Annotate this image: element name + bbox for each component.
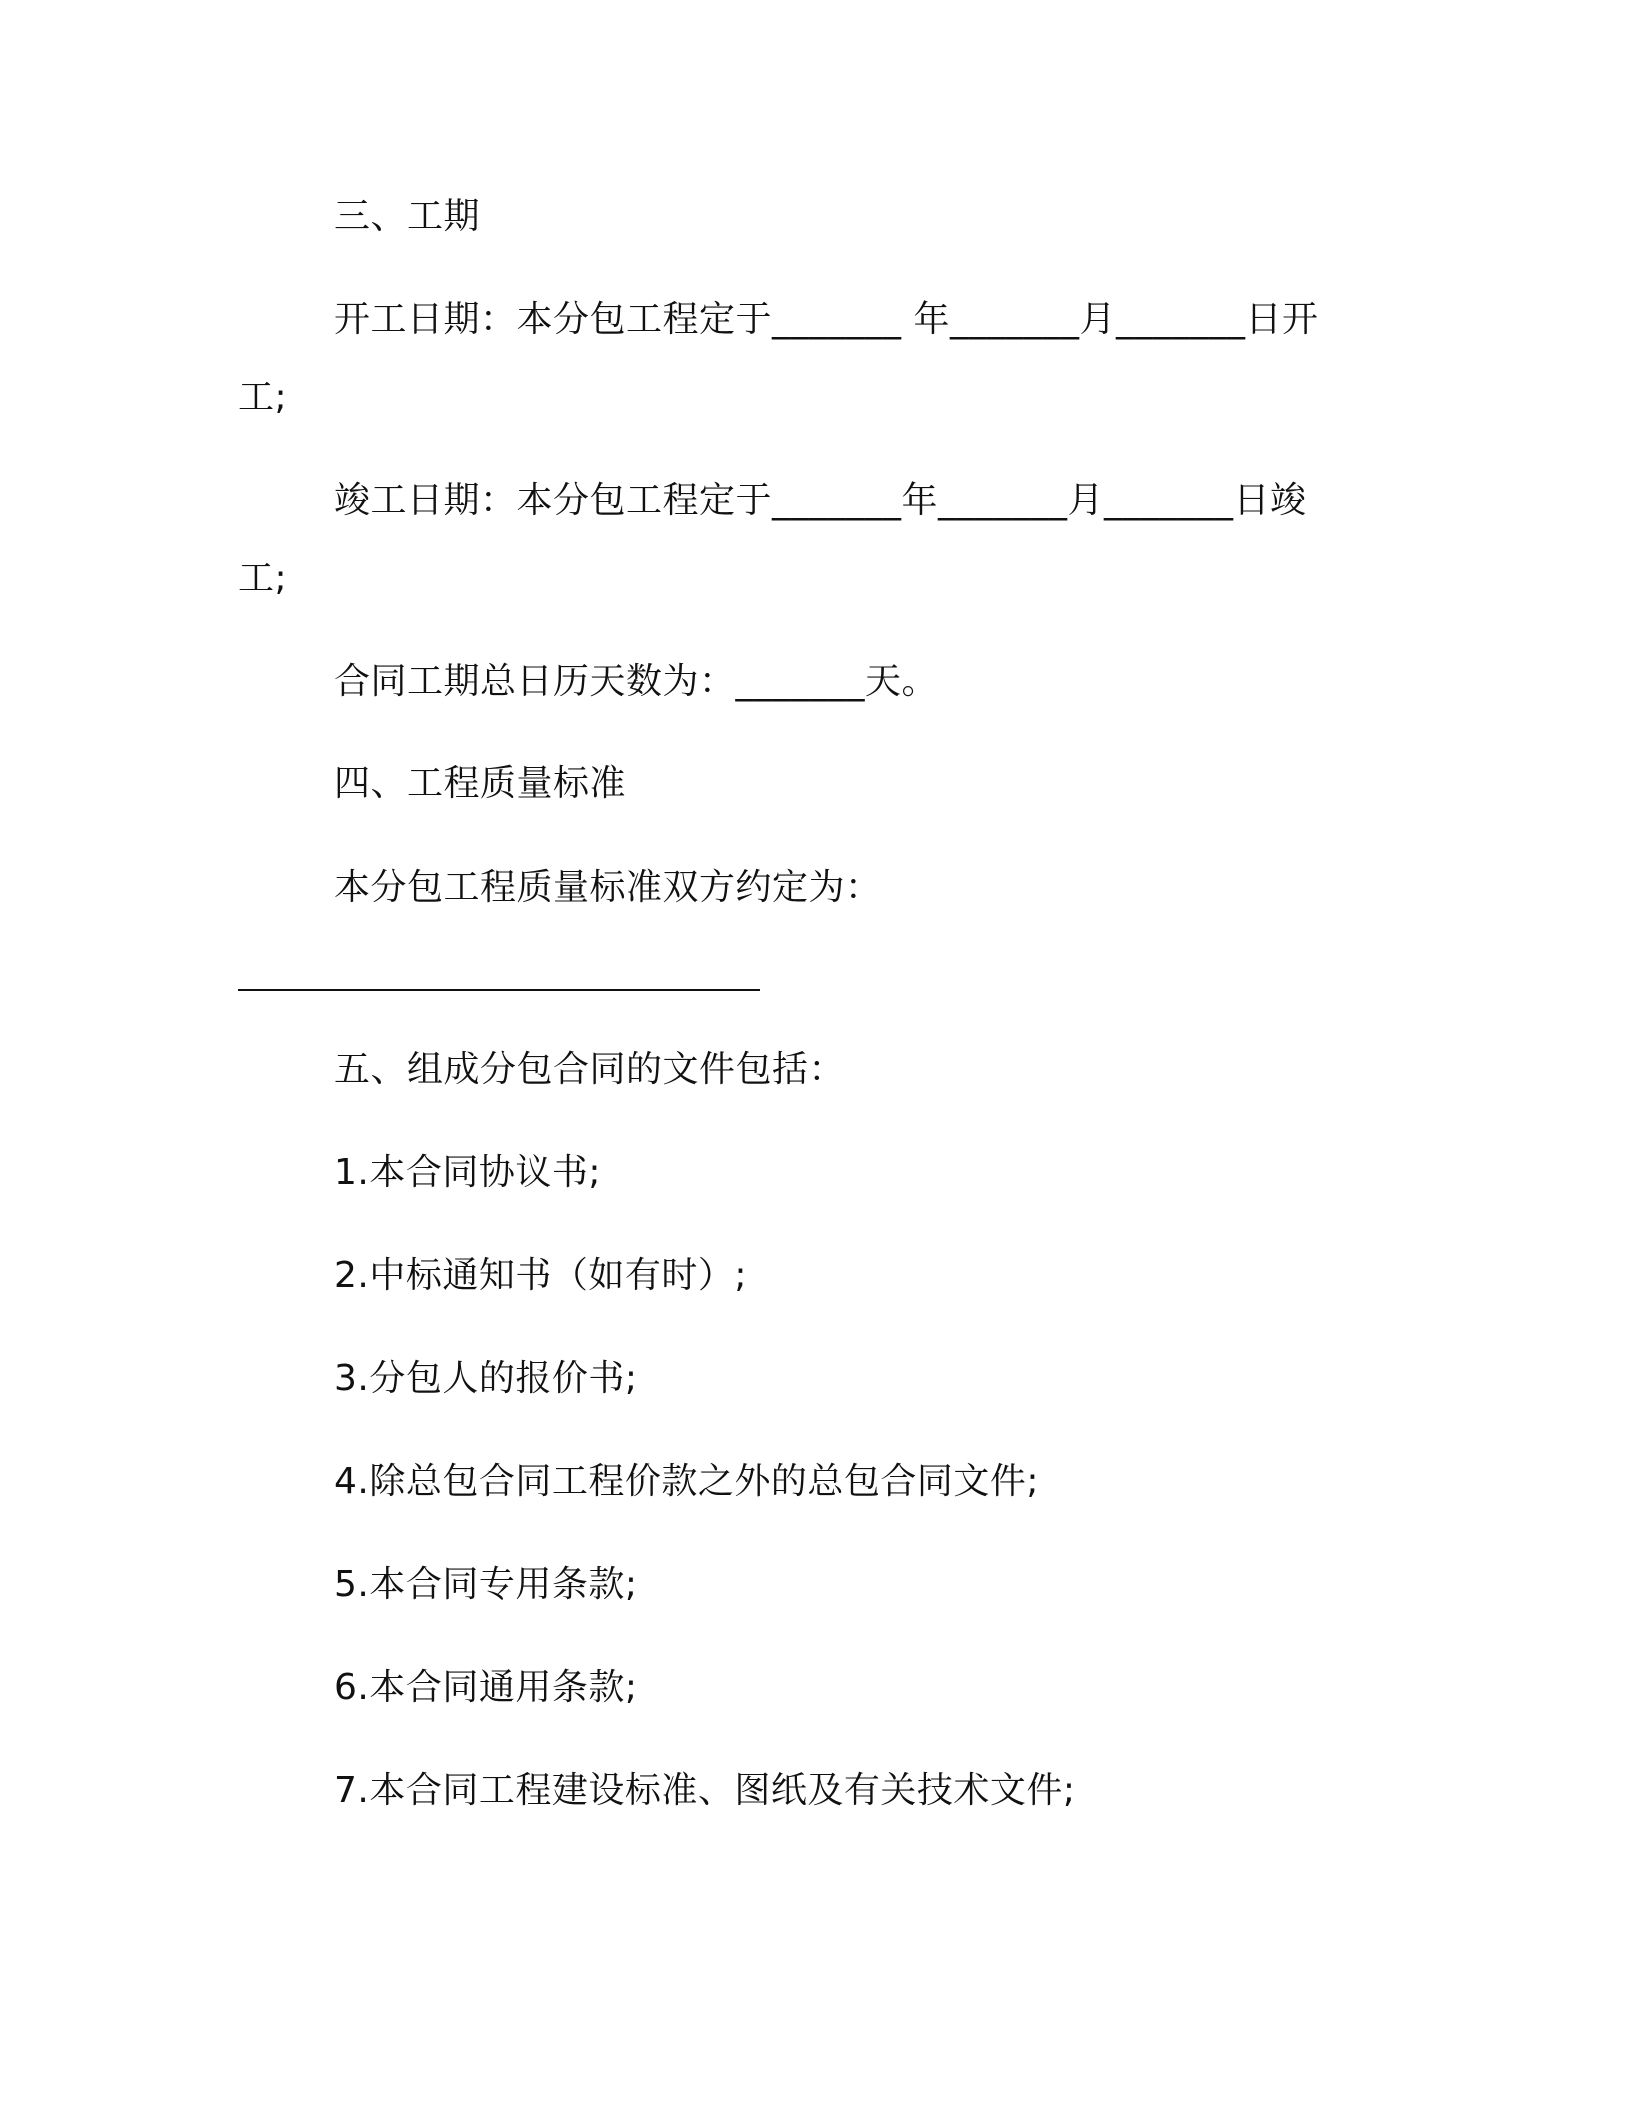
quality-standard-blank-rule (238, 989, 760, 991)
quality-standard-line: 本分包工程质量标准双方约定为： (334, 867, 882, 908)
completion-date-line: 竣工日期：本分包工程定于_______年_______月_______日竣 (334, 480, 1307, 521)
start-date-line: 开工日期：本分包工程定于_______ 年_______月_______日开 (334, 299, 1319, 340)
list-item: 2.中标通知书（如有时）; (334, 1255, 747, 1296)
completion-date-line-continuation: 工; (238, 558, 288, 599)
list-item: 1.本合同协议书; (334, 1152, 601, 1193)
list-item: 5.本合同专用条款; (334, 1564, 638, 1605)
list-item: 6.本合同通用条款; (334, 1667, 638, 1708)
section-5-heading: 五、组成分包合同的文件包括： (334, 1049, 846, 1090)
list-item: 7.本合同工程建设标准、图纸及有关技术文件; (334, 1770, 1076, 1811)
total-days-line: 合同工期总日历天数为：_______天。 (334, 661, 939, 702)
section-4-heading: 四、工程质量标准 (334, 763, 627, 804)
list-item: 4.除总包合同工程价款之外的总包合同文件; (334, 1461, 1039, 1502)
list-item: 3.分包人的报价书; (334, 1358, 638, 1399)
start-date-line-continuation: 工; (238, 377, 288, 418)
section-3-heading: 三、工期 (334, 196, 481, 237)
